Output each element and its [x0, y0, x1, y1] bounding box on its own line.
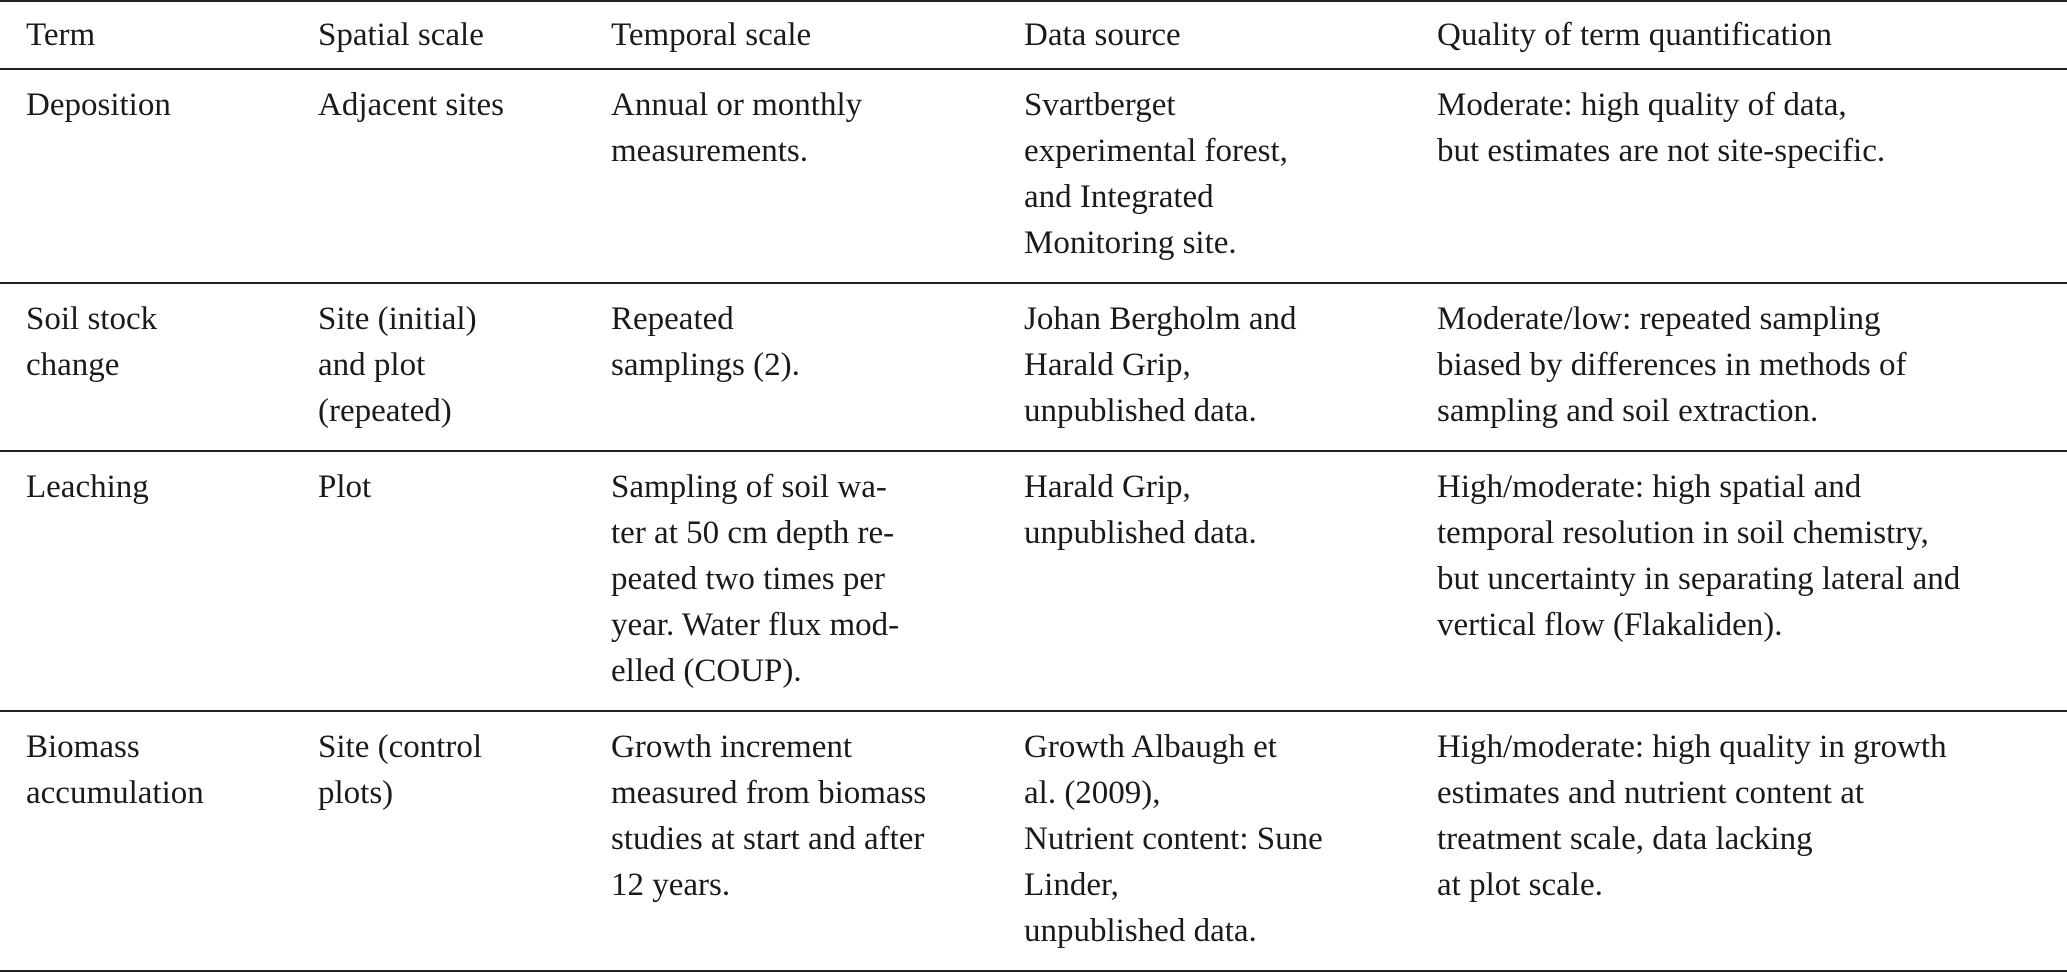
cell-line: change — [26, 347, 120, 383]
cell-line: Sampling of soil wa- — [611, 469, 887, 505]
cell-line: measured from biomass — [611, 775, 927, 811]
cell-line: unpublished data. — [1024, 515, 1257, 551]
cell-line: Moderate: high quality of data, — [1437, 87, 1847, 123]
cell-line: but estimates are not site-specific. — [1437, 133, 1886, 169]
cell-line: Soil stock — [26, 301, 158, 337]
cell-line: and plot — [318, 347, 426, 383]
cell-term — [0, 283, 318, 451]
cell-line: Nutrient content: Sune — [1024, 821, 1323, 857]
cell-data-source — [1024, 283, 1437, 451]
cell-spatial-scale — [318, 711, 611, 971]
cell-temporal-scale — [611, 283, 1024, 451]
cell-line: samplings (2). — [611, 347, 800, 383]
header-row — [0, 1, 2067, 69]
cell-line: biased by differences in methods of — [1437, 347, 1907, 383]
cell-line: Repeated — [611, 301, 734, 337]
cell-temporal-scale — [611, 69, 1024, 283]
cell-temporal-scale — [611, 451, 1024, 711]
cell-spatial-scale — [318, 283, 611, 451]
cell-line: Adjacent sites — [318, 87, 505, 123]
cell-line: measurements. — [611, 133, 809, 169]
cell-line: unpublished data. — [1024, 393, 1257, 429]
table-row — [0, 451, 2067, 711]
table-row — [0, 283, 2067, 451]
cell-line: Harald Grip, — [1024, 469, 1191, 505]
header-quality: Quality of term quantification — [1437, 1, 2067, 69]
cell-line: estimates and nutrient content at — [1437, 775, 1865, 811]
cell-line: vertical flow (Flakaliden). — [1437, 607, 1783, 643]
cell-spatial-scale — [318, 451, 611, 711]
cell-line: Site (initial) — [318, 301, 477, 337]
cell-quality — [1437, 451, 2067, 711]
cell-term — [0, 711, 318, 971]
cell-line: Growth increment — [611, 729, 853, 765]
cell-line: High/moderate: high spatial and — [1437, 469, 1862, 505]
cell-line: ter at 50 cm depth re- — [611, 515, 895, 551]
cell-line: Monitoring site. — [1024, 225, 1237, 261]
cell-line: (repeated) — [318, 393, 452, 429]
cell-line: Growth Albaugh et — [1024, 729, 1277, 765]
header-data-source: Data source — [1024, 1, 1437, 69]
cell-line: temporal resolution in soil chemistry, — [1437, 515, 1929, 551]
cell-line: al. (2009), — [1024, 775, 1161, 811]
cell-line: Deposition — [26, 87, 171, 123]
cell-line: and Integrated — [1024, 179, 1214, 215]
cell-line: studies at start and after — [611, 821, 925, 857]
cell-line: year. Water flux mod- — [611, 607, 900, 643]
cell-line: Leaching — [26, 469, 149, 505]
cell-line: accumulation — [26, 775, 204, 811]
cell-line: elled (COUP). — [611, 653, 802, 689]
header-term: Term — [0, 1, 318, 69]
cell-line: peated two times per — [611, 561, 885, 597]
cell-data-source — [1024, 69, 1437, 283]
cell-line: Johan Bergholm and — [1024, 301, 1297, 337]
cell-line: High/moderate: high quality in growth — [1437, 729, 1947, 765]
cell-line: treatment scale, data lacking — [1437, 821, 1813, 857]
table-row — [0, 711, 2067, 971]
header-temporal-scale: Temporal scale — [611, 1, 1024, 69]
cell-line: but uncertainty in separating lateral and — [1437, 561, 1961, 597]
cell-line: Plot — [318, 469, 372, 505]
cell-line: 12 years. — [611, 867, 731, 903]
cell-line: Harald Grip, — [1024, 347, 1191, 383]
cell-line: sampling and soil extraction. — [1437, 393, 1819, 429]
cell-line: Site (control — [318, 729, 483, 765]
cell-line: Biomass — [26, 729, 140, 765]
cell-line: plots) — [318, 775, 394, 811]
cell-term — [0, 451, 318, 711]
header-spatial-scale: Spatial scale — [318, 1, 611, 69]
cell-term — [0, 69, 318, 283]
cell-line: Moderate/low: repeated sampling — [1437, 301, 1881, 337]
cell-line: Linder, — [1024, 867, 1119, 903]
cell-line: Annual or monthly — [611, 87, 863, 123]
cell-quality — [1437, 283, 2067, 451]
cell-line: experimental forest, — [1024, 133, 1288, 169]
cell-line: Svartberget — [1024, 87, 1176, 123]
cell-data-source — [1024, 711, 1437, 971]
cell-data-source — [1024, 451, 1437, 711]
cell-quality — [1437, 69, 2067, 283]
cell-temporal-scale — [611, 711, 1024, 971]
table-row — [0, 69, 2067, 283]
cell-spatial-scale — [318, 69, 611, 283]
cell-line: unpublished data. — [1024, 913, 1257, 949]
cell-quality — [1437, 711, 2067, 971]
cell-line: at plot scale. — [1437, 867, 1603, 903]
